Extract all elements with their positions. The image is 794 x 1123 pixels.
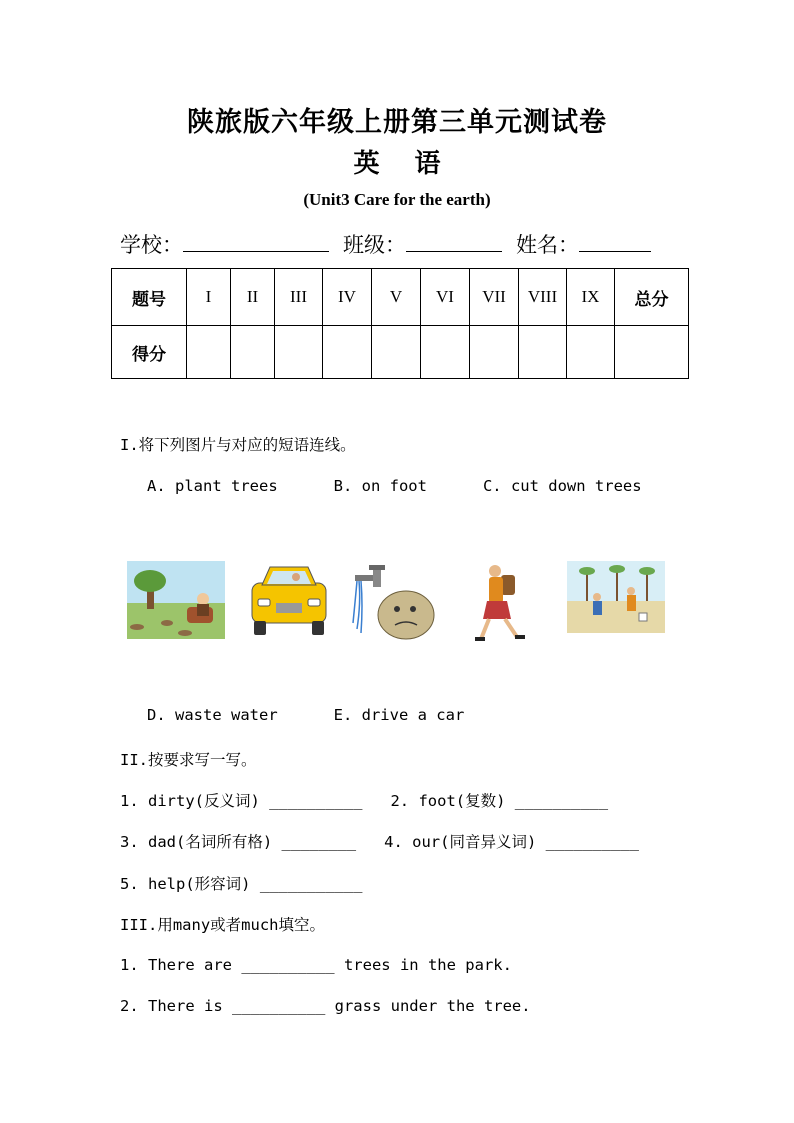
name-label: 姓名： <box>516 233 579 257</box>
section3-question-2: 2. There is __________ grass under the tree. <box>120 997 531 1015</box>
section3-heading: III.用many或者much填空。 <box>120 916 325 934</box>
page-title: 陕旅版六年级上册第三单元测试卷 <box>187 107 607 138</box>
score-cell[interactable] <box>323 326 372 379</box>
section1-options-a-c: A. plant trees B. on foot C. cut down trees <box>147 477 642 495</box>
section3-question-1: 1. There are __________ trees in the park. <box>120 956 512 974</box>
col-header: III <box>275 269 323 326</box>
score-cell[interactable] <box>187 326 231 379</box>
score-cell[interactable] <box>372 326 421 379</box>
row-label-question: 题号 <box>112 269 187 326</box>
col-header: IX <box>567 269 615 326</box>
section1-heading: I.将下列图片与对应的短语连线。 <box>120 436 356 454</box>
col-header: II <box>231 269 275 326</box>
student-info-line <box>120 229 651 259</box>
col-header: IV <box>323 269 372 326</box>
section2-question-1-2: 1. dirty(反义词) __________ 2. foot(复数) __________ <box>120 792 609 810</box>
col-header: VI <box>421 269 470 326</box>
subject-title: 英 语 <box>353 149 441 179</box>
class-label: 班级： <box>343 233 406 257</box>
score-cell[interactable] <box>275 326 323 379</box>
col-header: V <box>372 269 421 326</box>
plant-trees-picture <box>567 561 665 633</box>
school-label: 学校： <box>120 233 183 257</box>
col-header: VII <box>470 269 519 326</box>
waste-water-picture <box>349 563 437 643</box>
score-cell[interactable] <box>519 326 567 379</box>
score-cell[interactable] <box>567 326 615 379</box>
table-row <box>112 269 689 326</box>
total-header: 总分 <box>615 269 689 326</box>
section2-heading: II.按要求写一写。 <box>120 751 257 769</box>
name-blank[interactable] <box>579 231 651 252</box>
unit-subtitle: (Unit3 Care for the earth) <box>303 190 491 209</box>
section2-question-5: 5. help(形容词) ___________ <box>120 875 363 893</box>
section2-question-3-4: 3. dad(名词所有格) ________ 4. our(同音异义词) __________ <box>120 833 639 851</box>
table-row <box>112 326 689 379</box>
score-table <box>111 268 689 379</box>
score-cell[interactable] <box>421 326 470 379</box>
drive-car-picture <box>246 563 332 639</box>
walking-picture <box>467 561 533 643</box>
score-cell[interactable] <box>615 326 689 379</box>
class-blank[interactable] <box>406 231 502 252</box>
score-cell[interactable] <box>470 326 519 379</box>
score-cell[interactable] <box>231 326 275 379</box>
row-label-score: 得分 <box>112 326 187 379</box>
school-blank[interactable] <box>183 231 329 252</box>
col-header: VIII <box>519 269 567 326</box>
col-header: I <box>187 269 231 326</box>
cut-down-trees-picture <box>127 561 225 639</box>
section1-options-d-e: D. waste water E. drive a car <box>147 706 465 724</box>
